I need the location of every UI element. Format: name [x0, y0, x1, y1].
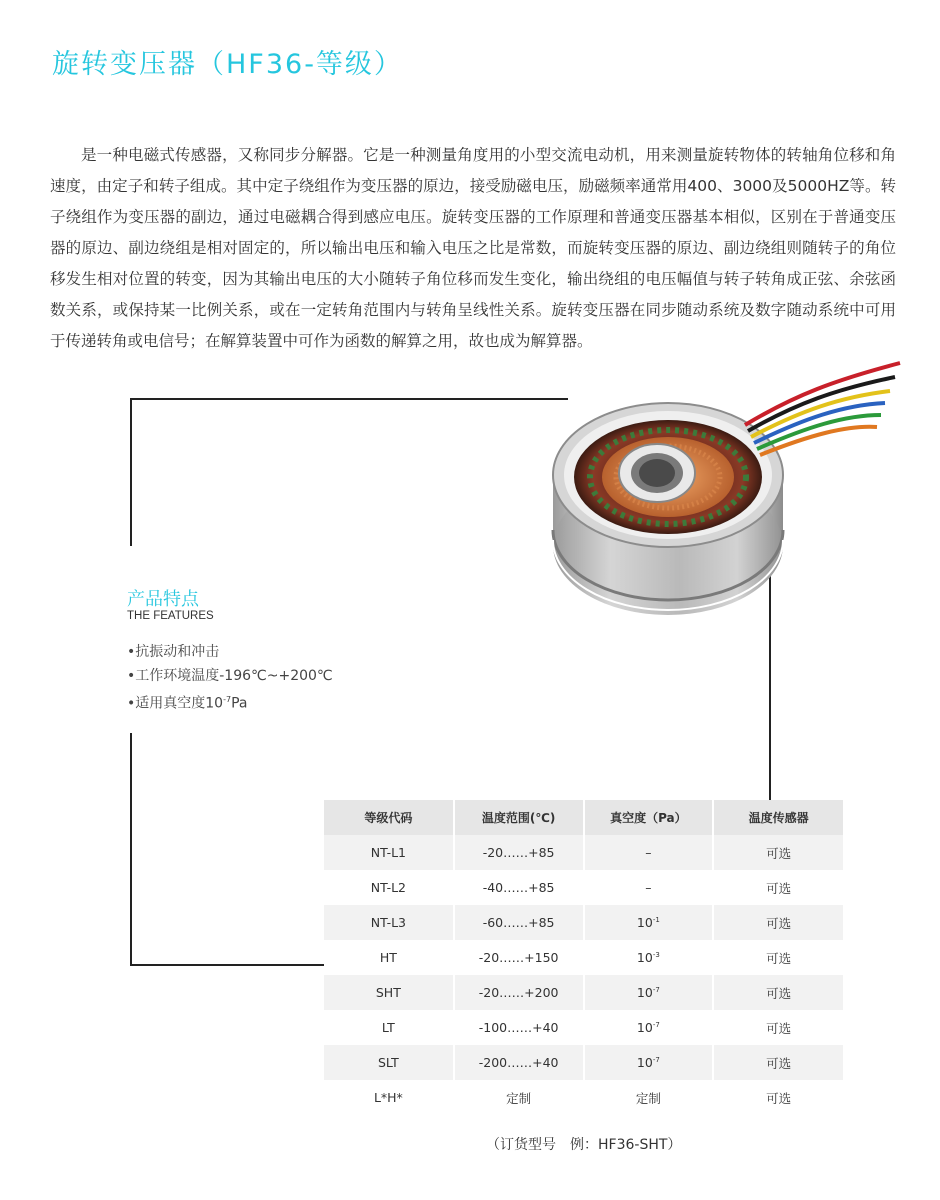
- table-row: [324, 905, 843, 940]
- header-temp-sensor: 温度传感器: [713, 800, 843, 835]
- frame-line-left-lower: [130, 733, 132, 965]
- cell-vacuum: [584, 870, 714, 905]
- vacuum-exponent: -7: [652, 1055, 660, 1064]
- vacuum-exponent: -7: [652, 1020, 660, 1029]
- header-grade-code: 等级代码: [324, 800, 454, 835]
- header-vacuum: 真空度（Pa）: [584, 800, 714, 835]
- grade-spec-table: [324, 800, 843, 1115]
- vacuum-base: 10: [636, 1055, 653, 1070]
- cell-temp-range: 定制: [454, 1080, 584, 1115]
- cell-grade-code: LT: [324, 1010, 454, 1045]
- vacuum-base: 10: [636, 915, 653, 930]
- vacuum-base: 10: [636, 1020, 653, 1035]
- features-subtitle: THE FEATURES: [127, 610, 214, 622]
- resolver-product-image: [545, 355, 905, 625]
- table-row: [324, 1080, 843, 1115]
- table-row: [324, 835, 843, 870]
- order-example: （订货型号 例：HF36-SHT）: [486, 1137, 682, 1153]
- cell-grade-code: NT-L3: [324, 905, 454, 940]
- cell-temp-range: -20……+200: [454, 975, 584, 1010]
- cell-temp-sensor: 可选: [713, 905, 843, 940]
- feature-text: •适用真空度10: [127, 695, 224, 712]
- cell-vacuum: [584, 905, 714, 940]
- cell-grade-code: SHT: [324, 975, 454, 1010]
- features-title: 产品特点: [127, 589, 199, 610]
- table-row: [324, 940, 843, 975]
- header-temp-range: 温度范围(℃): [454, 800, 584, 835]
- cell-vacuum: [584, 1010, 714, 1045]
- cell-temp-range: -20……+85: [454, 835, 584, 870]
- cell-temp-sensor: 可选: [713, 835, 843, 870]
- cell-grade-code: L*H*: [324, 1080, 454, 1115]
- vacuum-base: –: [645, 845, 652, 860]
- vacuum-base: 10: [636, 950, 653, 965]
- vacuum-exponent: -7: [652, 985, 660, 994]
- table-body: [324, 835, 843, 1115]
- cell-vacuum: [584, 1080, 714, 1115]
- vacuum-exponent: -3: [652, 950, 660, 959]
- features-list: [127, 640, 333, 716]
- cell-vacuum: [584, 1045, 714, 1080]
- table-row: [324, 1045, 843, 1080]
- cell-temp-range: -60……+85: [454, 905, 584, 940]
- page-title: 旋转变压器（HF36-等级）: [52, 49, 403, 80]
- feature-exponent: -7: [223, 695, 232, 704]
- cell-grade-code: NT-L2: [324, 870, 454, 905]
- cell-temp-range: -200……+40: [454, 1045, 584, 1080]
- cell-vacuum: [584, 940, 714, 975]
- cell-temp-range: -40……+85: [454, 870, 584, 905]
- cell-grade-code: HT: [324, 940, 454, 975]
- cell-temp-sensor: 可选: [713, 1045, 843, 1080]
- cell-temp-sensor: 可选: [766, 1090, 792, 1106]
- vacuum-base: –: [645, 880, 652, 895]
- cell-temp-sensor: 可选: [766, 1020, 792, 1036]
- feature-item: •抗振动和冲击: [127, 644, 220, 660]
- cell-grade-code: SLT: [324, 1045, 454, 1080]
- cell-grade-code: NT-L1: [324, 835, 454, 870]
- table-row: [324, 1010, 843, 1045]
- cell-temp-sensor: 可选: [713, 975, 843, 1010]
- cell-temp-range: -20……+150: [454, 940, 584, 975]
- vacuum-base: 10: [636, 985, 653, 1000]
- cell-temp-sensor: 可选: [766, 950, 792, 966]
- cell-temp-sensor: 可选: [766, 880, 792, 896]
- feature-unit: Pa: [231, 695, 248, 712]
- vacuum-base: 定制: [635, 1090, 661, 1106]
- intro-paragraph: 是一种电磁式传感器，又称同步分解器。它是一种测量角度用的小型交流电动机，用来测量旋转物体的转轴角位移和角速度，由定子和转子组成。其中定子绕组作为变压器的原边，接受励磁电压，励磁频率通常用400、3000及5000HZ等。转子绕组作为变压器的副边，通过电磁耦合得到感应电压。旋转变压器的工作原理和普通变压器基本相似，区别在于普通变压器的原边、副边绕组是相对固定的，所以输出电压和输入电压之比是常数，而旋转变压器的原边、副边绕组则随转子的角位移发生相对位置的转变，因为其输出电压的大小随转子角位移而发生变化，输出绕组的电压幅值与转子转角成正弦、余弦函数关系，或保持某一比例关系，或在一定转角范围内与转角呈线性关系。旋转变压器在同步随动系统及数字随动系统中可用于传递转角或电信号；在解算装置中可作为函数的解算之用，故也成为解算器。: [50, 146, 896, 350]
- table-header-row: [324, 800, 843, 835]
- feature-item: [127, 688, 333, 716]
- frame-line-bottom: [130, 964, 324, 966]
- table-row: [324, 870, 843, 905]
- table-row: [324, 975, 843, 1010]
- cell-temp-range: -100……+40: [454, 1010, 584, 1045]
- frame-line-top: [130, 398, 568, 400]
- vacuum-exponent: -1: [652, 915, 660, 924]
- feature-item: •工作环境温度-196℃~+200℃: [127, 668, 333, 684]
- frame-line-left-upper: [130, 398, 132, 546]
- cell-vacuum: [584, 835, 714, 870]
- cell-vacuum: [584, 975, 714, 1010]
